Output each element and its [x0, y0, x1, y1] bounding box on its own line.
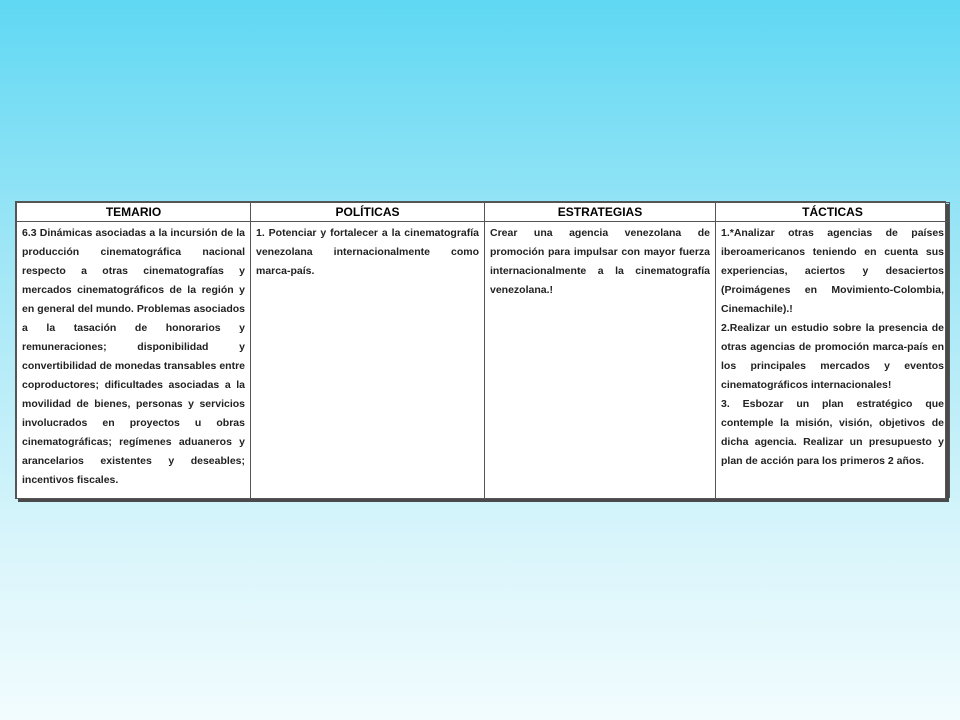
planning-table-container	[15, 201, 946, 499]
cell-tacticas	[716, 222, 950, 499]
cell-estrategias	[485, 222, 716, 499]
tactica-item: 3. Esbozar un plan estratégico que contemple la misión, visión, objetivos de dicha agencia. Realizar un presupuesto y plan de acción para los primeros 2 años.	[721, 398, 944, 467]
header-temario: TEMARIO	[17, 203, 251, 222]
header-row	[17, 203, 950, 222]
cell-temario	[17, 222, 251, 499]
politicas-text: 1. Potenciar y fortalecer a la cinematografía venezolana internacionalmente como marca-país.	[256, 227, 479, 277]
planning-table	[16, 202, 950, 498]
cell-politicas	[251, 222, 485, 499]
table-row	[17, 222, 950, 499]
estrategias-text: Crear una agencia venezolana de promoción para impulsar con mayor fuerza internacionalmente a la cinematografía venezolana.!	[490, 227, 710, 296]
tactica-item: 1.*Analizar otras agencias de países iberoamericanos teniendo en cuenta sus experiencias, aciertos y desaciertos (Proimágenes en Movimiento-Colombia, Cinemachile).!	[721, 227, 944, 315]
tactica-item: 2.Realizar un estudio sobre la presencia de otras agencias de promoción marca-país en los principales mercados y eventos cinematográficos internacionales!	[721, 322, 944, 391]
header-politicas: POLÍTICAS	[251, 203, 485, 222]
temario-text: 6.3 Dinámicas asociadas a la incursión de la producción cinematográfica nacional respecto a otras cinematografías y mercados cinematográficos de la región y en general del mundo. Problemas asociados a la tasación de honorarios y remuneraciones; disponibilidad y convertibilidad de monedas transables entre coproductores; dificultades asociadas a la movilidad de bienes, personas y servicios involucrados en proyectos u obras cinematográficas; regímenes aduaneros y arancelarios existentes y deseables; incentivos fiscales.	[22, 227, 245, 486]
header-tacticas: TÁCTICAS	[716, 203, 950, 222]
header-estrategias: ESTRATEGIAS	[485, 203, 716, 222]
